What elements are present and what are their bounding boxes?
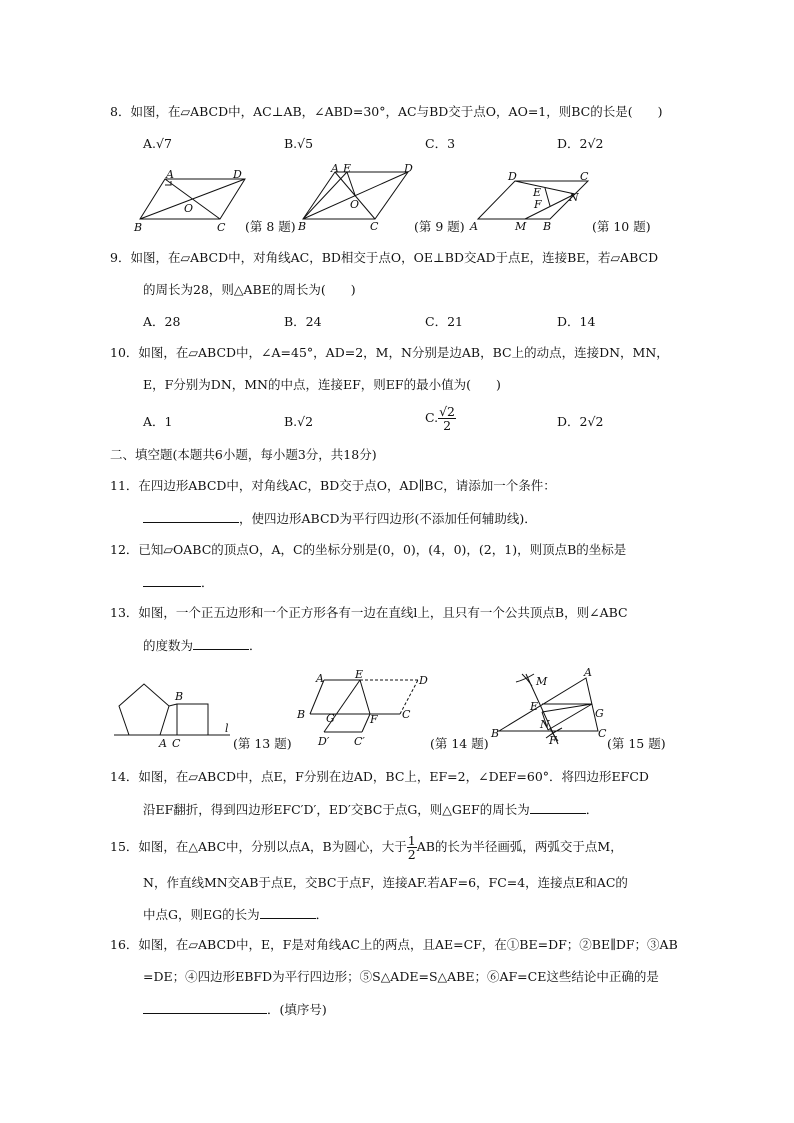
figure-q8 [130, 168, 250, 234]
q8-stem: 8．如图，在▱ABCD中，AC⊥AB，∠ABD=30°，AC与BD交于点O，AO=1，则BC的长是( ) [110, 104, 663, 119]
f14-label-a: A [316, 672, 324, 685]
q13-stem-end: ． [249, 638, 262, 653]
f9-label-c: C [370, 220, 379, 233]
f15-label-b: B [491, 727, 500, 740]
q15-stem-part2: AB的长为半径画弧，两弧交于点M， [416, 839, 623, 854]
q8-option-b: B.√5 [284, 136, 314, 151]
q10-option-c-num: √2 [439, 404, 456, 419]
q14-stem-line2 [143, 801, 598, 818]
q10-option-c [425, 405, 456, 432]
q9-stem-line1: 9．如图，在▱ABCD中，对角线AC，BD相交于点O，OE⊥BD交AD于点E，连接BE，若▱ABCD [110, 250, 659, 265]
q9-option-b: B．24 [284, 314, 322, 329]
f14-label-c: C [402, 708, 411, 721]
q15-stem-line1 [110, 832, 623, 862]
q11-stem-line1: 11．在四边形ABCD中，对角线AC，BD交于点O，AD∥BC，请添加一个条件： [110, 478, 556, 493]
f14-label-g: G [326, 712, 335, 725]
q13-stem-text: 的度数为 [143, 638, 194, 653]
q12-stem-line2 [143, 574, 214, 591]
q14-stem-text: 沿EF翻折，得到四边形EFC′D′，ED′交BC于点G，则△GEF的周长为 [143, 802, 530, 817]
q9-stem-line2: 的周长为28，则△ABE的周长为( ) [143, 282, 356, 297]
caption-q14: (第 14 题) [430, 736, 489, 751]
f14-label-e: E [355, 668, 364, 681]
q16-stem-line1: 16．如图，在▱ABCD中，E，F是对角线AC上的两点，且AE=CF，在①BE=DF；②BE∥DF；③AB [110, 937, 678, 952]
f13-label-l: l [225, 722, 229, 735]
q15-stem-part1: 15．如图，在△ABC中，分别以点A，B为圆心，大于 [110, 839, 407, 854]
f8-label-o: O [184, 202, 194, 215]
q15-stem-end: ． [315, 907, 329, 922]
f8-label-b: B [134, 221, 143, 234]
q13-answer-blank[interactable] [193, 637, 249, 650]
f8-label-c: C [217, 221, 226, 234]
f14-label-d: D [419, 674, 428, 687]
q13-stem-line1: 13．如图，一个正五边形和一个正方形各有一边在直线l上，且只有一个公共顶点B，则∠ABC [110, 605, 628, 620]
q10-option-c-fraction [438, 405, 456, 432]
f13-label-a: A [159, 737, 167, 750]
q9-option-a: A．28 [143, 314, 181, 329]
f15-label-a: A [584, 666, 592, 679]
q15-stem-line3 [143, 906, 328, 923]
q15-frac-den: 2 [407, 847, 416, 862]
q16-stem-line3 [143, 1001, 327, 1018]
f9-label-a: A [331, 162, 339, 175]
section-heading: 二、填空题(本题共6小题，每小题3分，共18分) [110, 447, 377, 462]
f10-label-e: E [533, 186, 542, 199]
q9-option-d: D．14 [557, 314, 596, 329]
q15-stem-text: 中点G，则EG的长为 [143, 907, 260, 922]
caption-q15: (第 15 题) [607, 736, 666, 751]
q16-stem-line2: =DE；④四边形EBFD为平行四边形；⑤S△ADE=S△ABE；⑥AF=CE这些结论中正确的是 [143, 969, 659, 984]
q15-frac-num: 1 [407, 833, 416, 848]
f10-label-m: M [515, 220, 527, 233]
q15-answer-blank[interactable] [260, 906, 316, 919]
f8-label-a: A [166, 168, 174, 181]
q12-answer-blank[interactable] [143, 574, 201, 587]
f10-label-c: C [580, 170, 589, 183]
f9-label-b: B [298, 220, 307, 233]
f10-label-n: N [569, 191, 579, 204]
caption-q13: (第 13 题) [233, 736, 292, 751]
q11-stem-line2 [143, 510, 537, 527]
f15-label-f: F [549, 734, 557, 747]
caption-q9: (第 9 题) [414, 219, 465, 234]
q10-stem-line1: 10．如图，在▱ABCD中，∠A=45°，AD=2，M，N分别是边AB，BC上的动点，连接DN，MN， [110, 345, 669, 360]
f15-label-e: E [530, 700, 539, 713]
f9-label-e: E [343, 162, 352, 175]
q12-stem-end: ． [201, 575, 214, 590]
q15-fraction [407, 834, 417, 861]
f14-label-b: B [297, 708, 306, 721]
q10-option-c-prefix: C. [425, 410, 439, 425]
q8-option-a: A.√7 [143, 136, 172, 151]
q11-stem-text: ，使四边形ABCD为平行四边形(不添加任何辅助线)． [239, 511, 537, 526]
caption-q10: (第 10 题) [592, 219, 651, 234]
f14-label-f: F [370, 713, 378, 726]
q10-option-d: D．2√2 [557, 414, 604, 429]
q10-option-b: B.√2 [284, 414, 314, 429]
f10-label-f: F [534, 198, 542, 211]
caption-q8: (第 8 题) [245, 219, 296, 234]
f9-label-o: O [350, 198, 360, 211]
q15-stem-line2: N，作直线MN交AB于点E，交BC于点F，连接AF.若AF=6，FC=4，连接点E和AC的 [143, 875, 628, 890]
q8-option-c: C．3 [425, 136, 456, 151]
q9-option-c: C．21 [425, 314, 463, 329]
f10-label-a: A [470, 220, 478, 233]
f13-label-b: B [175, 690, 184, 703]
figure-q10 [470, 168, 595, 234]
q14-stem-line1: 14．如图，在▱ABCD中，点E，F分别在边AD，BC上，EF=2，∠DEF=60°．将四边形EFCD [110, 769, 649, 784]
figure-q14 [292, 670, 432, 750]
q16-answer-blank[interactable] [143, 1001, 267, 1014]
q11-answer-blank[interactable] [143, 510, 239, 523]
figure-q13 [112, 674, 237, 750]
q8-option-d: D．2√2 [557, 136, 604, 151]
f10-label-b: B [543, 220, 552, 233]
q12-stem-line1: 12．已知▱OABC的顶点O，A，C的坐标分别是(0，0)，(4，0)，(2，1)，则顶点B的坐标是 [110, 542, 627, 557]
f14-label-c-prime: C′ [354, 735, 365, 748]
f9-label-d: D [404, 162, 413, 175]
f14-label-d-prime: D′ [318, 735, 330, 748]
f10-label-d: D [508, 170, 517, 183]
q16-stem-end: ．(填序号) [267, 1002, 327, 1017]
q10-option-a: A．1 [143, 414, 173, 429]
figure-q9 [295, 162, 425, 234]
q10-stem-line2: E，F分别为DN，MN的中点，连接EF，则EF的最小值为( ) [143, 377, 501, 392]
f8-label-d: D [233, 168, 242, 181]
q14-answer-blank[interactable] [530, 801, 586, 814]
f13-label-c: C [172, 737, 181, 750]
f15-label-c: C [598, 727, 607, 740]
f15-label-m: M [536, 675, 548, 688]
q13-stem-line2 [143, 637, 262, 654]
q14-stem-end: ． [585, 802, 599, 817]
q10-option-c-den: 2 [443, 418, 452, 433]
f15-label-g: G [595, 707, 604, 720]
figure-q15 [488, 666, 613, 746]
f15-label-n: N [540, 718, 550, 731]
